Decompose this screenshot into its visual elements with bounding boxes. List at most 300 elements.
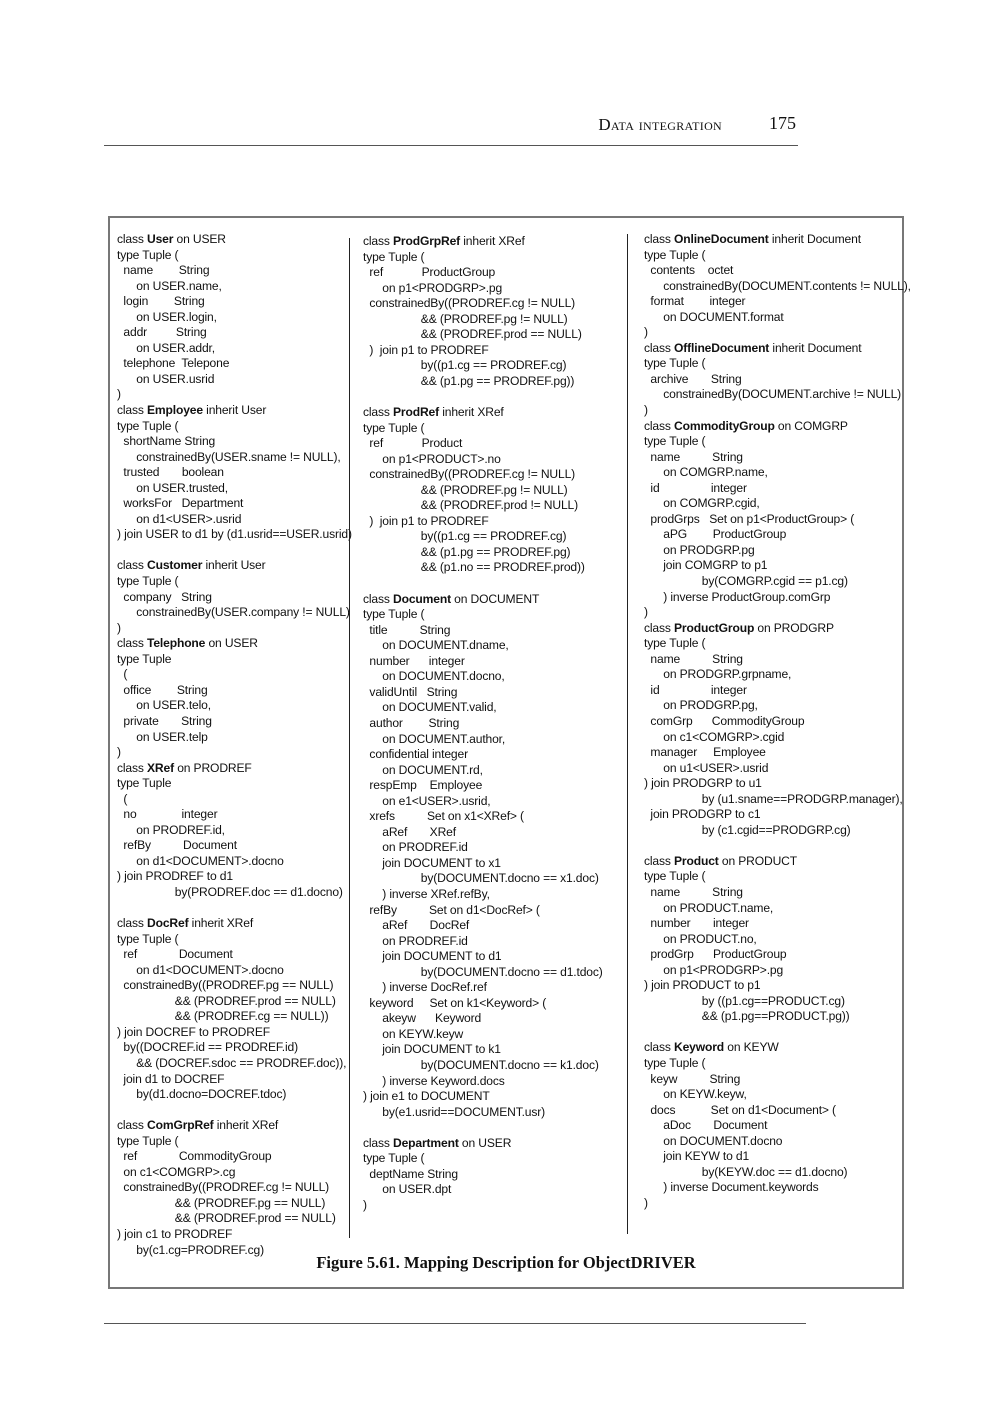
code-line — [363, 358, 603, 374]
code-line — [363, 669, 603, 685]
code-line — [644, 792, 911, 808]
code-line — [117, 854, 352, 870]
code-text: class — [644, 418, 675, 433]
code-text: addr String — [117, 325, 207, 340]
code-text: on p1<PRODGRP>.pg — [644, 962, 784, 977]
code-text: constrainedBy(DOCUMENT.archive != NULL) — [644, 387, 902, 402]
code-text: type Tuple ( — [644, 434, 706, 449]
code-text: class — [644, 340, 675, 355]
code-text: on PRODREF.id — [363, 840, 468, 855]
code-text: && (p1.no == PRODREF.prod)) — [363, 560, 585, 575]
code-line — [644, 730, 911, 746]
code-line — [644, 605, 911, 621]
code-text: respEmp Employee — [363, 778, 483, 793]
code-line — [363, 1105, 603, 1121]
code-line — [644, 807, 911, 823]
code-text: ) join PRODGRP to u1 — [644, 776, 762, 791]
code-text: refBy Document — [117, 838, 237, 853]
code-text: confidential integer — [363, 747, 468, 762]
code-text: constrainedBy(USER.company != NULL) — [117, 605, 350, 620]
class-name: OnlineDocument — [674, 232, 769, 246]
code-line — [644, 590, 911, 606]
code-text: refBy Set on d1<DocRef> ( — [363, 902, 540, 917]
code-text: id integer — [644, 682, 747, 697]
code-text: type Tuple ( — [117, 247, 179, 262]
code-line — [117, 823, 352, 839]
code-text: keyw String — [644, 1071, 741, 1086]
code-line — [117, 1087, 352, 1103]
code-line — [117, 730, 352, 746]
code-text: on DOCUMENT.docno, — [363, 669, 505, 684]
code-line — [363, 327, 603, 343]
code-line — [644, 838, 911, 854]
code-text: && (p1.pg==PRODUCT.pg)) — [644, 1009, 850, 1024]
code-line — [117, 325, 352, 341]
code-line — [117, 1227, 352, 1243]
class-name: OfflineDocument — [674, 340, 770, 355]
code-text: && (PRODREF.pg == NULL) — [117, 1195, 326, 1210]
code-line — [363, 467, 603, 483]
code-line — [363, 1136, 603, 1152]
code-line — [117, 341, 352, 357]
code-line — [363, 887, 603, 903]
code-text: by((p1.cg == PRODREF.cg) — [363, 358, 567, 373]
code-text: on DOCUMENT — [450, 591, 540, 606]
code-text: class — [644, 232, 675, 246]
code-line — [117, 527, 352, 543]
code-text: on d1<DOCUMENT>.docno — [117, 853, 284, 868]
code-text: on PRODGRP.pg — [644, 542, 755, 557]
code-text: class — [117, 1118, 148, 1133]
code-line — [363, 732, 603, 748]
code-text: ) inverse Keyword.docs — [363, 1073, 505, 1088]
code-text: ) — [117, 387, 121, 402]
class-name: ProdGrpRef — [393, 234, 461, 248]
code-line — [117, 605, 352, 621]
code-line — [117, 590, 352, 606]
code-line — [363, 747, 603, 763]
code-text: by(e1.usrid==DOCUMENT.usr) — [363, 1104, 546, 1119]
code-line — [644, 761, 911, 777]
code-line — [644, 1040, 911, 1056]
code-line — [363, 918, 603, 934]
code-line — [644, 465, 911, 481]
code-line — [117, 1040, 352, 1056]
code-text: class — [117, 916, 148, 931]
code-line — [363, 576, 603, 592]
code-text: class — [363, 234, 394, 248]
class-name: Employee — [147, 403, 203, 418]
code-text: join PRODGRP to c1 — [644, 807, 761, 822]
code-text: on d1<DOCUMENT>.docno — [117, 962, 284, 977]
class-name: XRef — [147, 760, 174, 775]
code-text: on USER — [205, 636, 258, 651]
code-line — [117, 714, 352, 730]
code-line — [117, 434, 352, 450]
code-line — [363, 421, 603, 437]
code-line — [644, 279, 911, 295]
code-text: on DOCUMENT.author, — [363, 731, 506, 746]
code-text: on COMGRP — [774, 418, 848, 433]
code-line — [117, 994, 352, 1010]
code-line — [117, 356, 352, 372]
code-text: && (DOCREF.sdoc == PRODREF.doc)), — [117, 1055, 347, 1070]
code-text: ) — [644, 325, 648, 340]
code-line — [363, 389, 603, 405]
code-line — [363, 405, 603, 421]
code-line — [363, 343, 603, 359]
code-text: on KEYW — [724, 1040, 779, 1055]
code-text: class — [117, 636, 148, 651]
code-line — [363, 638, 603, 654]
code-line — [363, 980, 603, 996]
code-text: ) — [117, 745, 121, 760]
code-line — [644, 512, 911, 528]
class-name: Product — [674, 853, 719, 868]
code-line — [117, 465, 352, 481]
code-text: type Tuple ( — [117, 418, 179, 433]
code-line — [117, 916, 352, 932]
code-line — [644, 325, 911, 341]
code-text: && (p1.pg == PRODREF.pg) — [363, 544, 571, 559]
class-name: Keyword — [674, 1040, 725, 1055]
code-text: by(COMGRP.cgid == p1.cg) — [644, 574, 848, 589]
code-line — [117, 263, 352, 279]
class-name: ComGrpRef — [147, 1118, 214, 1133]
code-text: inherit User — [202, 403, 267, 418]
code-line — [117, 387, 352, 403]
code-line — [363, 560, 603, 576]
code-line — [644, 1134, 911, 1150]
code-line — [363, 934, 603, 950]
code-text: shortName String — [117, 434, 216, 449]
code-line — [644, 1025, 911, 1041]
code-line — [363, 265, 603, 281]
code-line — [644, 621, 911, 637]
code-line — [644, 1165, 911, 1181]
code-text: on PRODGRP.pg, — [644, 698, 758, 713]
code-line — [363, 436, 603, 452]
code-line — [644, 294, 911, 310]
code-text: akeyw Keyword — [363, 1011, 482, 1026]
code-text: office String — [117, 682, 208, 697]
code-text: aRef DocRef — [363, 918, 470, 933]
code-line — [644, 978, 911, 994]
code-text: name String — [644, 884, 743, 899]
class-name: User — [147, 232, 174, 246]
code-text: join KEYW to d1 — [644, 1149, 750, 1164]
code-text: ref Product — [363, 436, 463, 451]
code-text: author String — [363, 715, 460, 730]
code-text: join DOCUMENT to k1 — [363, 1042, 501, 1057]
code-text: constrainedBy(DOCUMENT.contents != NULL), — [644, 278, 911, 293]
class-name: Telephone — [147, 636, 206, 651]
code-text: ) — [117, 620, 121, 635]
code-text: private String — [117, 713, 212, 728]
code-line — [117, 1165, 352, 1181]
code-text: ) join DOCREF to PRODREF — [117, 1024, 270, 1039]
code-line — [644, 1009, 911, 1025]
code-text: on DOCUMENT.format — [644, 309, 784, 324]
code-line — [117, 932, 352, 948]
code-text: on USER — [173, 232, 226, 246]
code-text: class — [117, 232, 148, 246]
code-line — [363, 281, 603, 297]
code-line — [117, 963, 352, 979]
code-text: by(DOCUMENT.docno == x1.doc) — [363, 871, 599, 886]
code-line — [644, 434, 911, 450]
code-line — [644, 481, 911, 497]
code-line — [363, 856, 603, 872]
code-line — [363, 1182, 603, 1198]
code-text: aPG ProductGroup — [644, 527, 787, 542]
code-line — [644, 667, 911, 683]
code-text: on USER.addr, — [117, 340, 215, 355]
code-text: xrefs Set on x1<XRef> ( — [363, 809, 524, 824]
code-text: on DOCUMENT.docno — [644, 1133, 783, 1148]
code-text: prodGrps Set on p1<ProductGroup> ( — [644, 511, 855, 526]
code-text: validUntil String — [363, 684, 458, 699]
code-text: on DOCUMENT.dname, — [363, 638, 509, 653]
code-text: ) — [644, 403, 648, 418]
code-line — [363, 623, 603, 639]
code-text: contents octet — [644, 263, 734, 278]
code-text: ( — [117, 791, 128, 806]
code-text: inherit XRef — [439, 405, 504, 420]
code-line — [644, 558, 911, 574]
code-text: company String — [117, 589, 212, 604]
code-line — [363, 483, 603, 499]
code-text: name String — [117, 263, 210, 278]
code-line — [117, 683, 352, 699]
code-line — [363, 592, 603, 608]
code-line — [363, 654, 603, 670]
code-text: on USER.dpt — [363, 1182, 452, 1197]
code-line — [644, 854, 911, 870]
code-text: && (PRODREF.cg == NULL)) — [117, 1009, 329, 1024]
code-line — [117, 1149, 352, 1165]
code-text: on PRODREF.id — [363, 933, 468, 948]
code-text: ( — [117, 667, 128, 682]
code-line — [644, 885, 911, 901]
code-line — [117, 294, 352, 310]
code-text: ) inverse ProductGroup.comGrp — [644, 589, 831, 604]
code-line — [117, 807, 352, 823]
code-line — [644, 372, 911, 388]
code-line — [363, 903, 603, 919]
code-text: ref Document — [117, 947, 233, 962]
code-column-1 — [117, 232, 352, 1258]
code-text: on USER.usrid — [117, 371, 215, 386]
class-name: Department — [393, 1135, 459, 1150]
code-text: join DOCUMENT to x1 — [363, 855, 501, 870]
code-line — [644, 248, 911, 264]
code-line — [644, 932, 911, 948]
code-line — [117, 512, 352, 528]
code-line — [644, 263, 911, 279]
code-line — [644, 1149, 911, 1165]
code-line — [644, 574, 911, 590]
code-text: inherit XRef — [213, 1118, 279, 1133]
code-text: on PRODUCT.name, — [644, 900, 774, 915]
code-text: on PRODGRP.grpname, — [644, 667, 792, 682]
code-text: telephone Telepone — [117, 356, 230, 371]
code-line — [644, 341, 911, 357]
code-line — [117, 636, 352, 652]
code-column-3 — [644, 232, 911, 1211]
code-text: on KEYW.keyw, — [644, 1087, 747, 1102]
code-text: on d1<USER>.usrid — [117, 511, 242, 526]
code-line — [117, 838, 352, 854]
code-line — [117, 885, 352, 901]
code-text: prodGrp ProductGroup — [644, 947, 787, 962]
code-text: on p1<PRODGRP>.pg — [363, 280, 503, 295]
code-line — [363, 809, 603, 825]
code-line — [644, 947, 911, 963]
code-text: && (p1.pg == PRODREF.pg)) — [363, 373, 575, 388]
code-text: title String — [363, 622, 451, 637]
code-line — [117, 667, 352, 683]
code-line — [117, 745, 352, 761]
code-text: by((DOCREF.id == PRODREF.id) — [117, 1040, 298, 1055]
code-text: by ((p1.cg==PRODUCT.cg) — [644, 993, 845, 1008]
bottom-rule — [104, 1323, 806, 1324]
code-line — [644, 1180, 911, 1196]
code-line — [644, 450, 911, 466]
code-line — [363, 1011, 603, 1027]
column-divider-2 — [627, 234, 628, 1234]
code-line — [363, 716, 603, 732]
code-line — [363, 296, 603, 312]
code-text: && (PRODREF.pg != NULL) — [363, 482, 568, 497]
code-text: on c1<COMGRP>.cgid — [644, 729, 785, 744]
code-line — [644, 916, 911, 932]
code-text: on COMGRP.name, — [644, 465, 768, 480]
code-text: type Tuple ( — [644, 247, 706, 262]
code-line — [117, 279, 352, 295]
code-line — [363, 840, 603, 856]
code-line — [363, 1027, 603, 1043]
code-text: ) — [363, 1197, 367, 1212]
code-line — [363, 700, 603, 716]
code-text: join DOCUMENT to d1 — [363, 949, 502, 964]
code-line — [644, 1087, 911, 1103]
class-name: Document — [393, 591, 451, 606]
code-line — [117, 792, 352, 808]
code-text: class — [363, 591, 394, 606]
code-line — [363, 685, 603, 701]
code-text: by(PRODREF.doc == d1.docno) — [117, 884, 343, 899]
code-line — [644, 310, 911, 326]
code-text: on PRODGRP — [754, 620, 834, 635]
code-text: type Tuple ( — [117, 931, 179, 946]
code-text: on e1<USER>.usrid, — [363, 793, 491, 808]
code-line — [363, 1151, 603, 1167]
code-line — [117, 1103, 352, 1119]
code-text: class — [117, 403, 148, 418]
code-text: id integer — [644, 480, 747, 495]
code-text: type Tuple ( — [363, 1151, 425, 1166]
code-line — [644, 232, 911, 248]
code-line — [644, 387, 911, 403]
code-text: class — [363, 405, 394, 420]
code-text: format integer — [644, 294, 746, 309]
code-line — [644, 1056, 911, 1072]
code-line — [644, 419, 911, 435]
code-line — [644, 652, 911, 668]
code-column-2 — [363, 234, 603, 1213]
code-line — [363, 1074, 603, 1090]
code-text: aDoc Document — [644, 1118, 768, 1133]
code-line — [117, 621, 352, 637]
code-line — [644, 1103, 911, 1119]
code-line — [117, 652, 352, 668]
code-line — [117, 1211, 352, 1227]
code-text: on USER — [458, 1135, 512, 1150]
code-line — [644, 1196, 911, 1212]
code-text: type Tuple ( — [363, 249, 425, 264]
code-text: on u1<USER>.usrid — [644, 760, 769, 775]
code-line — [644, 683, 911, 699]
code-line — [363, 949, 603, 965]
code-text: on PRODUCT.no, — [644, 931, 757, 946]
code-line — [117, 1118, 352, 1134]
code-line — [363, 794, 603, 810]
running-head-title: Data integration — [598, 115, 722, 134]
code-text: class — [644, 1040, 675, 1055]
code-text: on DOCUMENT.valid, — [363, 700, 497, 715]
code-line — [117, 1180, 352, 1196]
class-name: ProdRef — [393, 405, 440, 420]
code-line — [363, 374, 603, 390]
code-text: class — [363, 1135, 394, 1150]
code-text: join d1 to DOCREF — [117, 1071, 225, 1086]
code-text: ) — [644, 605, 648, 620]
code-line — [644, 636, 911, 652]
code-line — [644, 901, 911, 917]
code-text: on COMGRP.cgid, — [644, 496, 760, 511]
code-text: on DOCUMENT.rd, — [363, 762, 483, 777]
code-line — [117, 1056, 352, 1072]
code-text: ) join USER to d1 by (d1.usrid==USER.usrid) — [117, 527, 352, 542]
code-text: by(c1.cg=PRODREF.cg) — [117, 1242, 264, 1257]
code-line — [644, 543, 911, 559]
code-text: ) join c1 to PRODREF — [117, 1227, 233, 1241]
code-line — [117, 1025, 352, 1041]
code-line — [363, 452, 603, 468]
code-line — [644, 527, 911, 543]
code-text: && (PRODREF.prod != NULL) — [363, 498, 578, 513]
code-line — [117, 776, 352, 792]
code-line — [644, 963, 911, 979]
code-text: constrainedBy((PRODREF.pg == NULL) — [117, 978, 334, 993]
code-line — [363, 763, 603, 779]
code-line — [117, 481, 352, 497]
code-text: comGrp CommodityGroup — [644, 713, 805, 728]
code-line — [117, 574, 352, 590]
code-line — [117, 372, 352, 388]
code-text: keyword Set on k1<Keyword> ( — [363, 995, 547, 1010]
code-text: by(d1.docno=DOCREF.tdoc) — [117, 1087, 287, 1102]
code-line — [363, 529, 603, 545]
code-line — [363, 825, 603, 841]
code-text: constrainedBy((PRODREF.cg != NULL) — [363, 296, 576, 311]
code-line — [117, 248, 352, 264]
code-text: name String — [644, 651, 743, 666]
code-text: on KEYW.keyw — [363, 1026, 464, 1041]
code-text: by (u1.sname==PRODGRP.manager), — [644, 791, 903, 806]
code-text: constrainedBy((PRODREF.cg != NULL) — [117, 1180, 330, 1195]
